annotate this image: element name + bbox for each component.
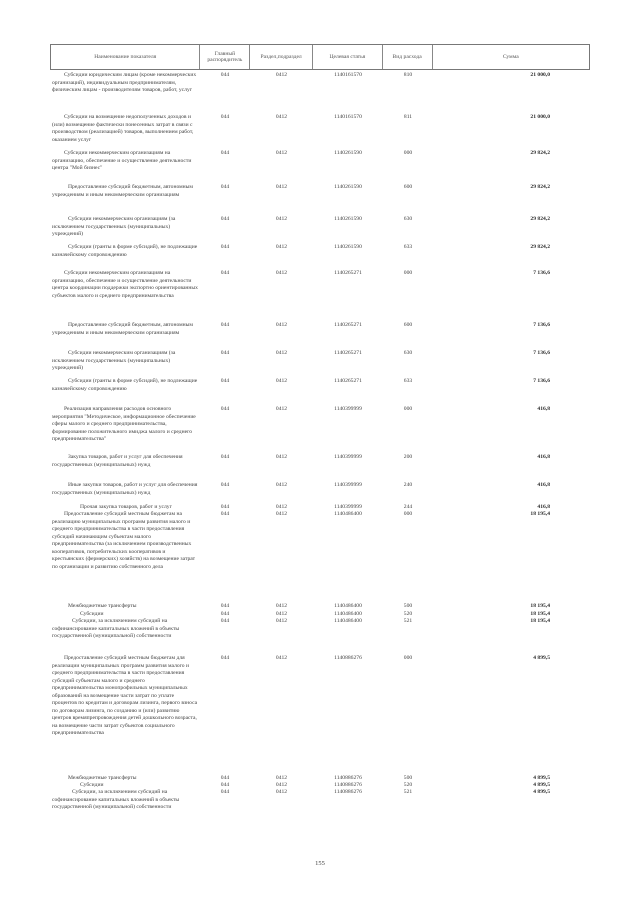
row-manager: 044 bbox=[220, 350, 230, 356]
row-manager: 044 bbox=[220, 782, 230, 788]
row-exptype: 521 bbox=[403, 618, 413, 624]
row-sum: 18 195,4 bbox=[530, 511, 550, 517]
table-row bbox=[50, 216, 590, 239]
row-manager: 044 bbox=[220, 406, 230, 412]
row-exptype: 630 bbox=[403, 350, 413, 356]
row-sum: 7 136,6 bbox=[533, 350, 550, 356]
row-manager: 044 bbox=[220, 72, 230, 78]
row-sum: 29 824,2 bbox=[530, 184, 550, 190]
row-article: 1140486400 bbox=[334, 611, 362, 617]
row-article: 1140886276 bbox=[334, 789, 362, 795]
row-sum: 4 899,5 bbox=[533, 782, 550, 788]
row-sum: 18 195,4 bbox=[530, 603, 550, 609]
row-section: 0412 bbox=[275, 611, 288, 617]
row-manager: 044 bbox=[220, 603, 230, 609]
table-row bbox=[50, 406, 590, 444]
table-row bbox=[50, 72, 590, 95]
table-row bbox=[50, 789, 590, 812]
row-article: 1140399999 bbox=[334, 454, 362, 460]
row-name: Субсидии (гранты в форме субсидий), не подлежащие казначейскому сопровождению bbox=[52, 378, 198, 392]
row-sum: 7 136,6 bbox=[533, 270, 550, 276]
row-name: Субсидии, за исключением субсидий на софинансирование капитальных вложений в объекты государственной (муниципальной) собственности bbox=[52, 789, 180, 810]
table-row bbox=[50, 618, 590, 641]
row-sum: 416,8 bbox=[537, 482, 550, 488]
row-exptype: 520 bbox=[403, 782, 413, 788]
row-name: Субсидии некоммерческим организациям (за исключением государственных (муниципальных) учреждений) bbox=[52, 216, 176, 237]
row-article: 1140265271 bbox=[334, 270, 362, 276]
row-manager: 044 bbox=[220, 511, 230, 517]
col-header-sum: Сумма bbox=[502, 53, 519, 60]
table-row bbox=[50, 454, 590, 469]
row-section: 0412 bbox=[275, 184, 288, 190]
row-exptype: 000 bbox=[403, 655, 413, 661]
row-article: 1140886276 bbox=[334, 775, 362, 781]
row-manager: 044 bbox=[220, 618, 230, 624]
row-article: 1140261590 bbox=[334, 244, 362, 250]
row-manager: 044 bbox=[220, 454, 230, 460]
row-section: 0412 bbox=[275, 511, 288, 517]
row-name: Межбюджетные трансферты bbox=[68, 603, 137, 609]
row-exptype: 600 bbox=[403, 322, 413, 328]
row-sum: 21 000,0 bbox=[530, 114, 550, 120]
row-exptype: 521 bbox=[403, 789, 413, 795]
row-section: 0412 bbox=[275, 216, 288, 222]
table-row bbox=[50, 378, 590, 393]
row-exptype: 633 bbox=[403, 378, 413, 384]
row-sum: 18 195,4 bbox=[530, 618, 550, 624]
row-article: 1140486400 bbox=[334, 603, 362, 609]
row-name: Субсидии, за исключением субсидий на софинансирование капитальных вложений в объекты государственной (муниципальной) собственности bbox=[52, 618, 180, 639]
row-name: Предоставление субсидий местным бюджетам для реализации муниципальных программ развития малого и среднего предпринимательства в части предоставления субсидий субъектам малого и среднего предпринимательства монопрофильных муниципальных образований на возмещение части затрат по уплате процентов по кредитам и договорам лизинга, первого взноса по договорам лизинга, по созданию и (или) развитию центров времяпрепровождения детей дошкольного возраста, на возмещение части затрат субъектов социального предпринимательства bbox=[52, 655, 198, 736]
row-section: 0412 bbox=[275, 72, 288, 78]
row-section: 0412 bbox=[275, 406, 288, 412]
row-sum: 4 899,5 bbox=[533, 775, 550, 781]
row-sum: 18 195,4 bbox=[530, 611, 550, 617]
row-article: 1140265271 bbox=[334, 350, 362, 356]
table-header bbox=[50, 44, 590, 70]
row-section: 0412 bbox=[275, 782, 288, 788]
table-row bbox=[50, 511, 590, 571]
table-row bbox=[50, 482, 590, 497]
row-exptype: 240 bbox=[403, 482, 413, 488]
row-name: Закупка товаров, работ и услуг для обеспечения государственных (муниципальных) нужд bbox=[52, 454, 183, 468]
table-row bbox=[50, 350, 590, 373]
row-article: 1140886276 bbox=[334, 782, 362, 788]
row-exptype: 600 bbox=[403, 184, 413, 190]
row-name: Предоставление субсидий местным бюджетам на реализацию муниципальных программ развития малого и среднего предпринимательства в части предоставления субсидий начинающим субъектам малого предпринимательства (за исключением производственных кооперативов, потребительских кооперативов и крестьянских (фермерских) хозяйств) на возмещение затрат по организации и развитию собственного дела bbox=[52, 511, 196, 570]
row-section: 0412 bbox=[275, 270, 288, 276]
row-name: Субсидии bbox=[80, 782, 104, 788]
table-row bbox=[50, 603, 590, 611]
row-exptype: 633 bbox=[403, 244, 413, 250]
row-exptype: 500 bbox=[403, 603, 413, 609]
row-exptype: 810 bbox=[403, 72, 413, 78]
row-manager: 044 bbox=[220, 789, 230, 795]
row-manager: 044 bbox=[220, 775, 230, 781]
row-exptype: 000 bbox=[403, 406, 413, 412]
table-row bbox=[50, 114, 590, 144]
row-section: 0412 bbox=[275, 350, 288, 356]
table-row bbox=[50, 150, 590, 173]
row-section: 0412 bbox=[275, 603, 288, 609]
row-article: 1140261590 bbox=[334, 184, 362, 190]
row-section: 0412 bbox=[275, 655, 288, 661]
table-row bbox=[50, 184, 590, 199]
row-manager: 044 bbox=[220, 611, 230, 617]
row-name: Субсидии (гранты в форме субсидий), не подлежащие казначейскому сопровождению bbox=[52, 244, 198, 258]
row-article: 1140161570 bbox=[334, 114, 362, 120]
row-section: 0412 bbox=[275, 150, 288, 156]
row-article: 1140161570 bbox=[334, 72, 362, 78]
col-header-manager: Главный распорядитель bbox=[200, 45, 250, 69]
row-article: 1140486400 bbox=[334, 618, 362, 624]
row-section: 0412 bbox=[275, 454, 288, 460]
row-section: 0412 bbox=[275, 322, 288, 328]
row-section: 0412 bbox=[275, 789, 288, 795]
row-name: Предоставление субсидий бюджетным, автономным учреждениям и иным некоммерческим организациям bbox=[52, 322, 193, 336]
col-header-exptype: Вид расхода bbox=[383, 45, 433, 69]
row-article: 1140265271 bbox=[334, 378, 362, 384]
row-section: 0412 bbox=[275, 244, 288, 250]
row-article: 1140265271 bbox=[334, 322, 362, 328]
row-name: Субсидии некоммерческим организациям (за исключением государственных (муниципальных) учреждений) bbox=[52, 350, 176, 371]
table-row bbox=[50, 270, 590, 300]
row-name: Субсидии юридическим лицам (кроме некоммерческих организаций), индивидуальным предпринимателям, физическим лицам - производителям товаров, работ, услуг bbox=[52, 72, 197, 93]
col-header-name: Наименование показателя bbox=[51, 45, 200, 69]
row-name: Субсидии некоммерческим организациям на организацию, обеспечение и осуществление деятельности центра координации поддержки экспортно ориентированных субъектов малого и среднего предпринимательства bbox=[52, 270, 198, 299]
row-name: Межбюджетные трансферты bbox=[68, 775, 137, 781]
row-manager: 044 bbox=[220, 184, 230, 190]
row-sum: 21 000,0 bbox=[530, 72, 550, 78]
row-manager: 044 bbox=[220, 244, 230, 250]
row-sum: 4 899,5 bbox=[533, 655, 550, 661]
table-row bbox=[50, 244, 590, 259]
col-header-section: Раздел,подраздел bbox=[250, 45, 313, 69]
row-name: Предоставление субсидий бюджетным, автономным учреждениям и иным некоммерческим организациям bbox=[52, 184, 193, 198]
row-sum: 29 824,2 bbox=[530, 244, 550, 250]
row-manager: 044 bbox=[220, 150, 230, 156]
row-name: Реализация направления расходов основного мероприятия "Методическое, информационное обеспечение сферы малого и среднего предпринимательства, формирование положительного имиджа малого и среднего предпринимательства" bbox=[52, 406, 196, 442]
col-header-article: Целевая статья bbox=[313, 45, 383, 69]
row-exptype: 244 bbox=[403, 504, 413, 510]
row-manager: 044 bbox=[220, 114, 230, 120]
row-manager: 044 bbox=[220, 216, 230, 222]
row-exptype: 000 bbox=[403, 270, 413, 276]
row-exptype: 200 bbox=[403, 454, 413, 460]
row-article: 1140399999 bbox=[334, 406, 362, 412]
row-article: 1140261590 bbox=[334, 150, 362, 156]
table-row bbox=[50, 655, 590, 738]
row-sum: 29 824,2 bbox=[530, 216, 550, 222]
row-exptype: 000 bbox=[403, 511, 413, 517]
row-section: 0412 bbox=[275, 618, 288, 624]
row-sum: 416,8 bbox=[537, 504, 550, 510]
row-article: 1140486400 bbox=[334, 511, 362, 517]
row-manager: 044 bbox=[220, 482, 230, 488]
row-section: 0412 bbox=[275, 114, 288, 120]
row-exptype: 630 bbox=[403, 216, 413, 222]
budget-table bbox=[50, 44, 590, 810]
row-manager: 044 bbox=[220, 378, 230, 384]
row-exptype: 811 bbox=[403, 114, 413, 120]
row-name: Субсидии bbox=[80, 611, 104, 617]
row-article: 1140399999 bbox=[334, 504, 362, 510]
row-exptype: 500 bbox=[403, 775, 413, 781]
row-article: 1140261590 bbox=[334, 216, 362, 222]
row-name: Иные закупки товаров, работ и услуг для обеспечения государственных (муниципальных) нужд bbox=[52, 482, 198, 496]
row-article: 1140886276 bbox=[334, 655, 362, 661]
row-manager: 044 bbox=[220, 504, 230, 510]
table-row bbox=[50, 322, 590, 337]
row-sum: 7 136,6 bbox=[533, 378, 550, 384]
row-section: 0412 bbox=[275, 504, 288, 510]
page-number: 155 bbox=[315, 860, 325, 867]
row-article: 1140399999 bbox=[334, 482, 362, 488]
row-exptype: 520 bbox=[403, 611, 413, 617]
row-manager: 044 bbox=[220, 655, 230, 661]
row-section: 0412 bbox=[275, 482, 288, 488]
row-section: 0412 bbox=[275, 775, 288, 781]
row-sum: 29 824,2 bbox=[530, 150, 550, 156]
row-section: 0412 bbox=[275, 378, 288, 384]
row-manager: 044 bbox=[220, 270, 230, 276]
row-exptype: 000 bbox=[403, 150, 413, 156]
row-name: Прочая закупка товаров, работ и услуг bbox=[80, 504, 172, 510]
row-sum: 416,8 bbox=[537, 454, 550, 460]
row-sum: 4 899,5 bbox=[533, 789, 550, 795]
row-manager: 044 bbox=[220, 322, 230, 328]
row-sum: 416,8 bbox=[537, 406, 550, 412]
row-sum: 7 136,6 bbox=[533, 322, 550, 328]
row-name: Субсидии некоммерческим организациям на организацию, обеспечение и осуществление деятельности центра "Мой бизнес" bbox=[52, 150, 192, 171]
row-name: Субсидии на возмещение недополученных доходов и (или) возмещение фактически понесенных затрат в связи с производством (реализацией) товаров, выполнением работ, оказанием услуг bbox=[52, 114, 194, 143]
